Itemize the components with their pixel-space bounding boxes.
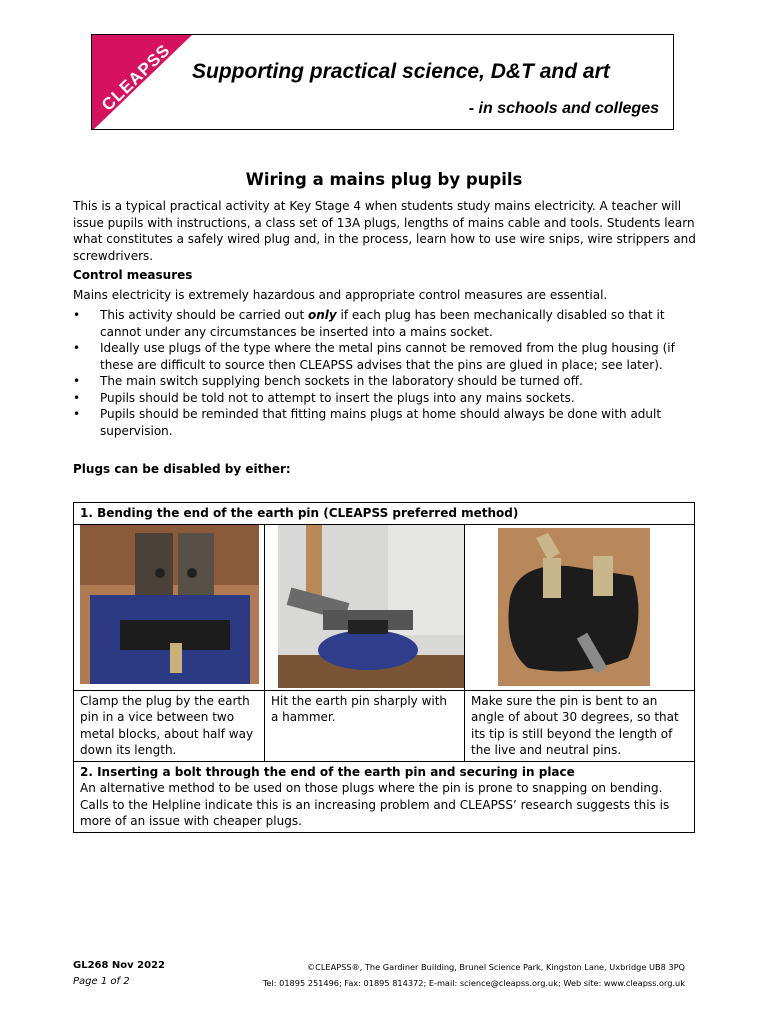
list-item: • The main switch supplying bench sockets in the laboratory should be turned off. [73,373,698,390]
bent-pin-plug-photo [498,528,650,686]
control-measures-list [73,307,698,439]
caption-bent-pin: Make sure the pin is bent to an angle of about 30 degrees, so that its tip is still beyond the length of the live and neutral pins. [465,690,695,761]
methods-table [73,502,695,833]
method-1-heading: 1. Bending the end of the earth pin (CLEAPSS preferred method) [74,503,695,525]
method-2-cell [74,761,695,832]
logo-text: CLEAPSS [98,40,174,115]
intro-paragraph: This is a typical practical activity at Key Stage 4 when students study mains electricity. A teacher will issue pupils with instructions, a class set of 13A plugs, lengths of mains cable and tools. Students learn what constitutes a safely wired plug and, in the process, learn how to use wire snips, wire strippers and screwdrivers. [73,199,696,263]
list-item: • This activity should be carried out only if each plug has been mechanically disabled so that it cannot under any circumstances be inserted into a mains socket. [73,307,698,340]
list-item: • Pupils should be reminded that fitting mains plugs at home should always be done with adult supervision. [73,406,698,439]
control-measures-intro: Mains electricity is extremely hazardous and appropriate control measures are essential. [73,288,608,302]
caption-clamp: Clamp the plug by the earth pin in a vice between two metal blocks, about half way down its length. [74,690,265,761]
photo-cell-hammer [265,524,465,690]
page-title: Wiring a mains plug by pupils [245,170,523,189]
method-2-text: An alternative method to be used on those plugs where the pin is prone to snapping on bending. Calls to the Helpline indicate this is an increasing problem and CLEAPSS’ research suggests this is more of an issue with cheaper plugs. [80,781,670,828]
header-banner [91,34,674,130]
photo-cell-vice [74,524,265,690]
list-item: • Ideally use plugs of the type where the metal pins cannot be removed from the plug housing (if these are difficult to source then CLEAPSS advises that the pins are glued in place; see later). [73,340,698,373]
vice-clamp-photo [80,525,259,684]
method-2-heading: 2. Inserting a bolt through the end of the earth pin and securing in place [80,764,575,779]
list-item: • Pupils should be told not to attempt to insert the plugs into any mains sockets. [73,390,698,407]
header-tagline: Supporting practical science, D&T and art [192,60,610,83]
caption-hammer: Hit the earth pin sharply with a hammer. [265,690,465,761]
page-number: Page 1 of 2 [73,976,130,987]
emphasis-only: only [308,308,337,322]
footer-address: ©CLEAPSS®, The Gardiner Building, Brunel Science Park, Kingston Lane, Uxbridge UB8 3PQ [306,962,685,972]
footer-contact: Tel: 01895 251496; Fax: 01895 814372; E-mail: science@cleapss.org.uk; Web site: www.cleapss.org.uk [262,978,685,988]
control-measures-heading: Control measures [73,268,193,282]
disable-heading: Plugs can be disabled by either: [73,462,291,476]
hammer-strike-photo [278,525,464,688]
document-code: GL268 Nov 2022 [73,960,166,971]
photo-cell-bent-pin [465,524,695,690]
header-tagline-sub: - in schools and colleges [468,100,659,117]
